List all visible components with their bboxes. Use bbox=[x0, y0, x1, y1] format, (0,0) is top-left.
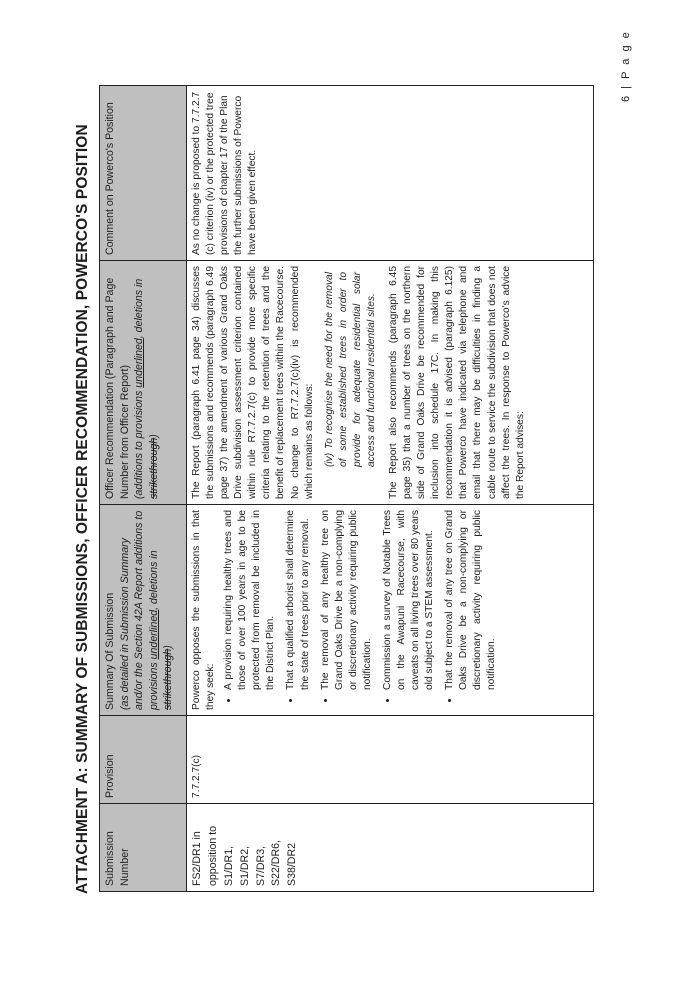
cell-comment: As no change is proposed to 7.7.2.7 (c) criterion (iv) or the protected tree provisions of chapter 17 of the Plan the further submissions of Powerco have been given effect. bbox=[187, 86, 594, 261]
summary-note-part-b: , deletions in bbox=[147, 550, 160, 610]
header-comment: Comment on Powerco's Position bbox=[100, 86, 187, 261]
cell-summary bbox=[187, 505, 594, 716]
officer-paragraph-2: The Report also recommends (paragraph 6.45 page 35) that a number of trees on the northern side of Grand Oaks Drive be recommended for inclusion into schedule 17C. In making this recommendation it is advised (paragraph 6.125) that Powerco have indicated via telephone and email that there may be difficulties in finding a cable route to service the subdivision that does not affect the trees. In response to Powerco's advice the Report advises: bbox=[388, 266, 526, 499]
summary-note-underlined: underlined bbox=[147, 609, 160, 660]
cell-officer-recommendation bbox=[187, 261, 594, 505]
summary-bullet-list bbox=[222, 510, 499, 710]
summary-note-part-a: (as detailed in Submission Summary and/or the Section 42A Report additions to provisions bbox=[118, 510, 160, 710]
officer-note-struck: strikethrough bbox=[147, 437, 160, 499]
header-officer-title: Officer Recommendation (Paragraph and Page Number from Officer Report) bbox=[104, 277, 131, 499]
summary-note-struck: strikethrough bbox=[162, 648, 175, 710]
summary-bullet: • That a qualified arborist shall determine the state of trees prior to any removal. bbox=[284, 510, 312, 690]
summary-note-part-c: ) bbox=[162, 645, 175, 649]
header-summary-title: Summary Of Submission bbox=[104, 592, 116, 710]
summary-bullet: • A provision requiring healthy trees and those of over 100 years in age to be protected from removal be included in the District Plan. bbox=[222, 510, 278, 690]
officer-quote: (iv) To recognise the need for the removal of some established trees in order to provide for adequate residential solar access and functional residential sites. bbox=[323, 272, 377, 467]
header-summary bbox=[100, 505, 187, 716]
officer-note-underlined: underlined bbox=[133, 338, 146, 388]
officer-paragraph-1: The Report (paragraph 6.41 page 34) discusses the submissions and recommends (paragraph 6.49 page 37) the amendment of various Grand Oaks Drive subdivision assessment criterion contained within rule R7.7.2.7(c) to provide more specific criteria relating to the retention of trees and the benefit of replacement trees within the Racecourse. No change to R7.7.2.7(c)(iv) is recommended which remains as follows: bbox=[191, 266, 315, 499]
summary-bullet: • Commission a survey of Notable Trees on the Awapuni Racecourse, with caveats on all living trees over 80 years old subject to a STEM assessment. bbox=[381, 510, 437, 690]
submissions-table bbox=[99, 85, 594, 892]
officer-note-part-c: ) bbox=[147, 434, 160, 438]
header-officer-note bbox=[132, 266, 161, 499]
header-officer-recommendation bbox=[100, 261, 187, 505]
summary-bullet: • That the removal of any tree on Grand Oaks Drive be a non-complying or discretionary activity requiring public notification. bbox=[443, 510, 499, 690]
header-submission-number: Submission Number bbox=[100, 804, 187, 892]
summary-intro: Powerco opposes the submissions in that they seek: bbox=[191, 510, 217, 710]
summary-bullet: • The removal of any healthy tree on Grand Oaks Drive be a non-complying or discretionary activity requiring public notification. bbox=[319, 510, 375, 690]
cell-provision: 7.7.2.7(c) bbox=[187, 716, 594, 804]
page-number: 6 | P a g e bbox=[620, 30, 632, 102]
officer-note-part-b: , deletions in bbox=[133, 278, 146, 339]
header-summary-note bbox=[118, 510, 176, 710]
cell-submission-number: FS2/DR1 in opposition to S1/DR1, S1/DR2, S7/DR3, S22/DR6, S38/DR2 bbox=[187, 804, 594, 892]
header-provision: Provision bbox=[100, 716, 187, 804]
officer-note-part-a: (additions to provisions bbox=[133, 387, 146, 499]
table-row bbox=[187, 86, 594, 892]
page-title: ATTACHMENT A: SUMMARY OF SUBMISSIONS, OFFICER RECOMMENDATION, POWERCO'S POSITION bbox=[74, 124, 91, 894]
table-header-row bbox=[100, 86, 187, 892]
